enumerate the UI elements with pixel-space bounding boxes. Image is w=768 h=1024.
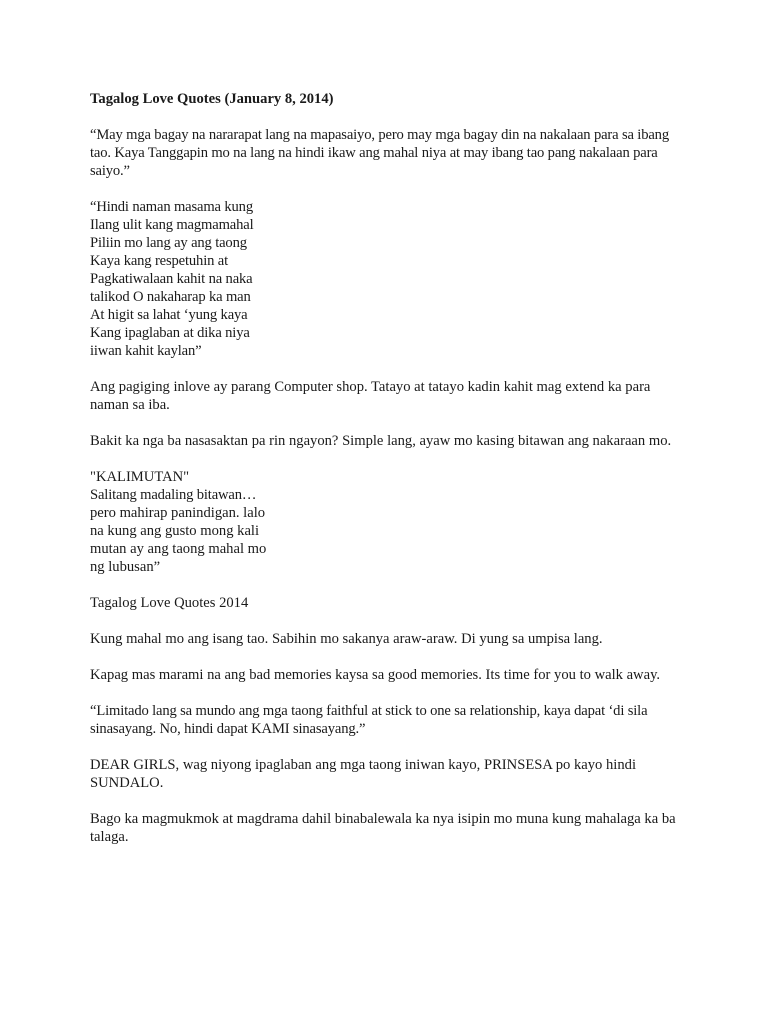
poem-line: At higit sa lahat ‘yung kaya [90,307,248,323]
poem-block [90,468,290,576]
poem-line: Salitang madaling bitawan… [90,487,257,503]
poem-line: Ilang ulit kang magmamahal [90,217,254,233]
quote-paragraph: DEAR GIRLS, wag niyong ipaglaban ang mga taong iniwan kayo, PRINSESA po kayo hindi SUNDALO. [90,757,636,791]
quote-paragraph: “May mga bagay na nararapat lang na mapasaiyo, pero may mga bagay din na nakalaan para sa ibang tao. Kaya Tanggapin mo na lang na hindi ikaw ang mahal niya at may ibang tao pang nakalaan para saiyo.” [90,127,669,179]
poem-line: ng lubusan” [90,559,161,575]
poem-line: “Hindi naman masama kung [90,199,253,215]
quote-paragraph: Bago ka magmukmok at magdrama dahil binabalewala ka nya isipin mo muna kung mahalaga ka ba talaga. [90,811,676,845]
poem-line: talikod O nakaharap ka man [90,289,251,305]
poem-line: iiwan kahit kaylan” [90,343,202,359]
poem-block [90,198,290,360]
poem-line: Kang ipaglaban at dika niya [90,325,250,341]
quote-paragraph: Ang pagiging inlove ay parang Computer shop. Tatayo at tatayo kadin kahit mag extend ka para naman sa iba. [90,379,651,413]
section-subtitle: Tagalog Love Quotes 2014 [90,595,249,611]
poem-line: pero mahirap panindigan. lalo [90,505,266,521]
document-title: Tagalog Love Quotes (January 8, 2014) [90,91,334,107]
poem-title: "KALIMUTAN" [90,469,190,485]
quote-paragraph: Kung mahal mo ang isang tao. Sabihin mo sakanya araw-araw. Di yung sa umpisa lang. [90,631,603,647]
quote-paragraph: “Limitado lang sa mundo ang mga taong faithful at stick to one sa relationship, kaya dapat ‘di sila sinasayang. No, hindi dapat KAMI sinasayang.” [90,703,648,737]
document-body [90,90,690,864]
poem-line: Kaya kang respetuhin at [90,253,228,269]
quote-paragraph: Bakit ka nga ba nasasaktan pa rin ngayon? Simple lang, ayaw mo kasing bitawan ang nakaraan mo. [90,433,672,449]
poem-line: Piliin mo lang ay ang taong [90,235,247,251]
poem-line: na kung ang gusto mong kali [90,523,260,539]
quote-paragraph: Kapag mas marami na ang bad memories kaysa sa good memories. Its time for you to walk away. [90,667,661,683]
poem-line: mutan ay ang taong mahal mo [90,541,267,557]
poem-line: Pagkatiwalaan kahit na naka [90,271,253,287]
